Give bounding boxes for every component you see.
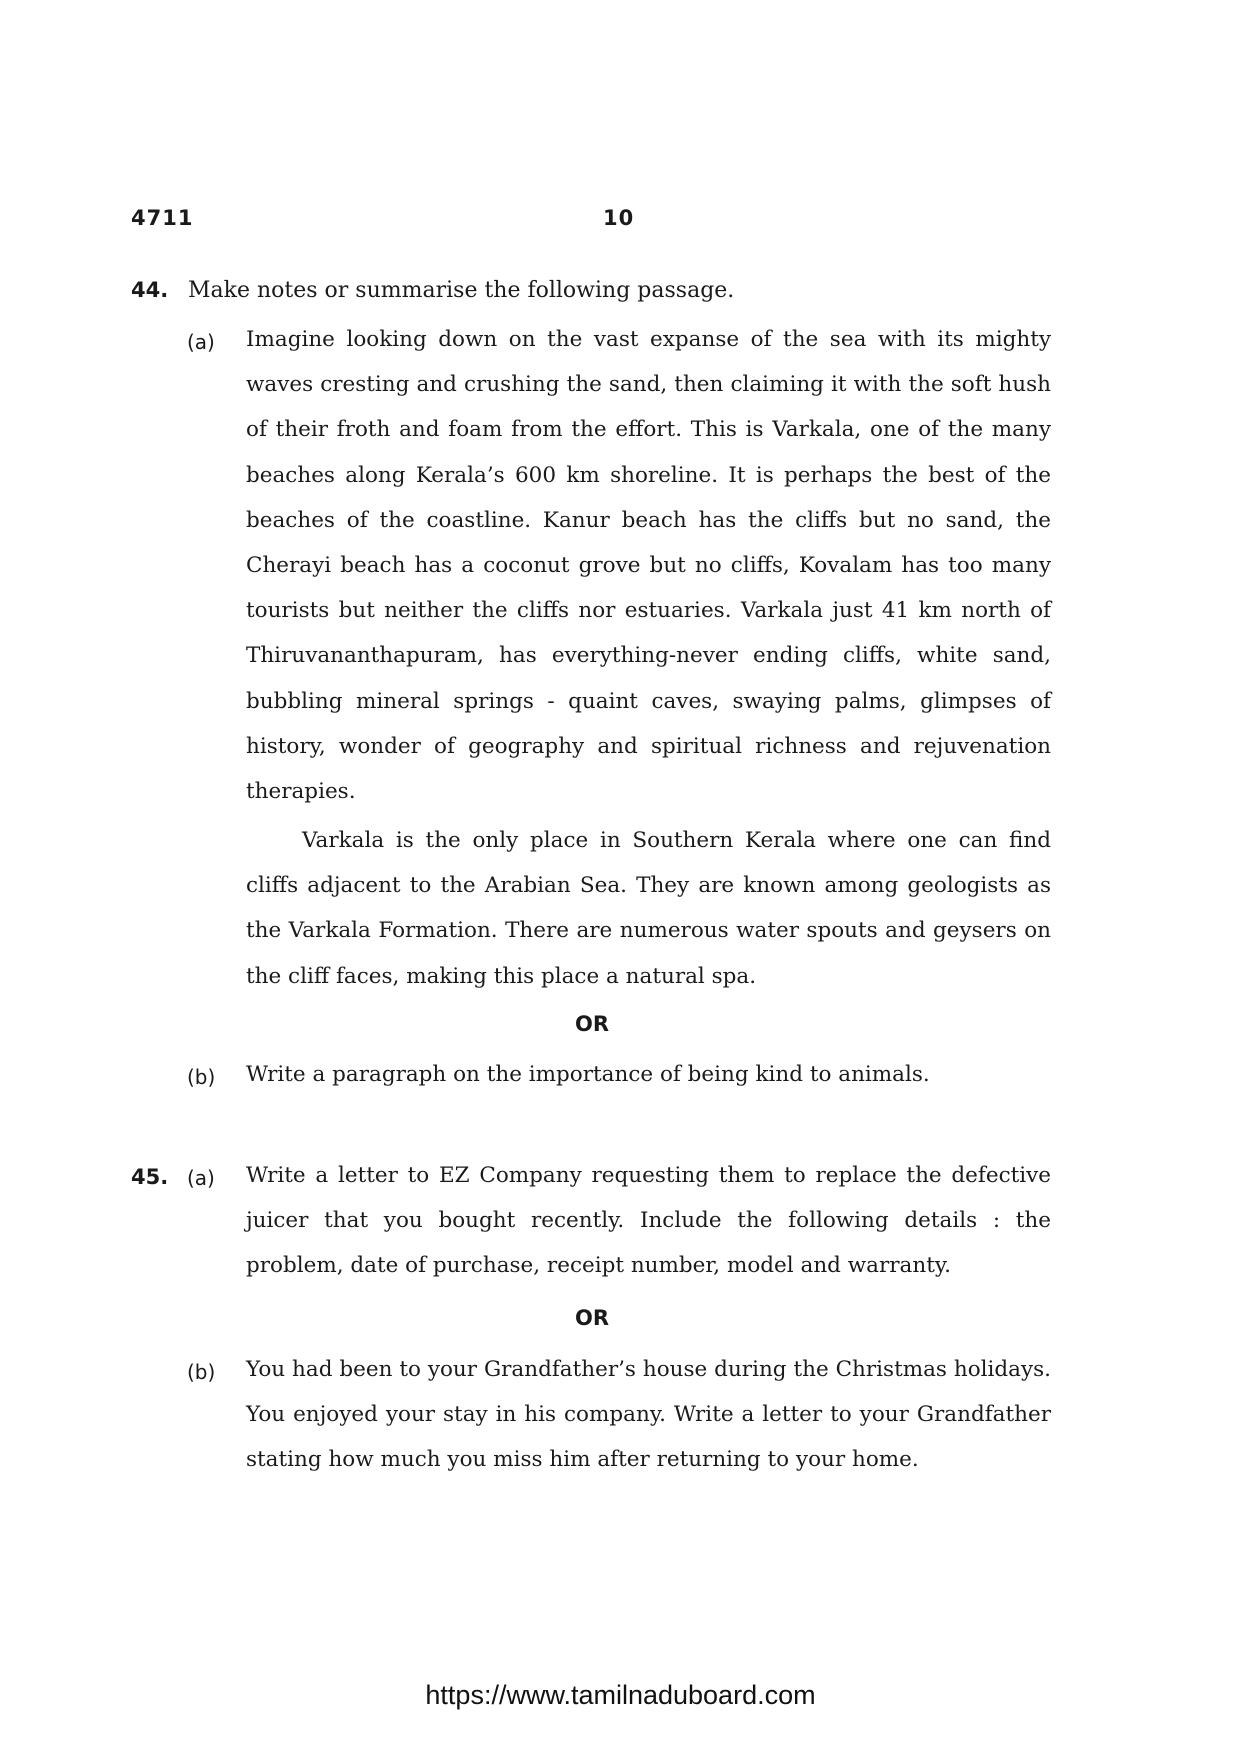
question-45-option-b-label: (b): [187, 1360, 216, 1384]
question-44-option-a-label: (a): [187, 330, 215, 354]
page-number: 10: [603, 206, 635, 230]
question-45-option-a-text: Write a letter to EZ Company requesting them to replace the defective juicer that you bought recently. Include the following details : the problem, date of purchase, receipt number, model and warranty.: [246, 1163, 1051, 1279]
question-44-or: OR: [574, 1012, 610, 1036]
question-44-number: 44.: [131, 278, 169, 302]
question-44-option-b-label: (b): [187, 1065, 216, 1089]
question-44-option-a-paragraph-2: Varkala is the only place in Southern Kerala where one can find cliffs adjacent to the Arabian Sea. They are known among geologists as the Varkala Formation. There are numerous water spouts and geysers on the cliff faces, making this place a natural spa.: [246, 828, 1051, 989]
question-45-number: 45.: [131, 1165, 169, 1189]
question-44-option-b-text: Write a paragraph on the importance of being kind to animals.: [246, 1062, 930, 1087]
footer-url: https://www.tamilnaduboard.com: [425, 1680, 816, 1710]
question-44-option-a-paragraph-1: Imagine looking down on the vast expanse of the sea with its mighty waves cresting and crushing the sand, then claiming it with the soft hush of their froth and foam from the effort. This is Varkala, one of the many beaches along Kerala’s 600 km shoreline. It is perhaps the best of the beaches of the coastline. Kanur beach has the cliffs but no sand, the Cherayi beach has a coconut grove but no cliffs, Kovalam has too many tourists but neither the cliffs nor estuaries. Varkala just 41 km north of Thiruvananthapuram, has everything-never ending cliffs, white sand, bubbling mineral springs - quaint caves, swaying palms, glimpses of history, wonder of geography and spiritual richness and rejuvenation therapies.: [246, 327, 1051, 805]
paper-code: 4711: [131, 206, 194, 230]
question-45-option-b-text: You had been to your Grandfather’s house during the Christmas holidays. You enjoyed your stay in his company. Write a letter to your Grandfather stating how much you miss him after returning to your home.: [246, 1357, 1051, 1473]
question-45-option-a-label: (a): [187, 1166, 215, 1190]
question-44-prompt: Make notes or summarise the following passage.: [188, 278, 735, 303]
question-45-or: OR: [574, 1306, 610, 1330]
